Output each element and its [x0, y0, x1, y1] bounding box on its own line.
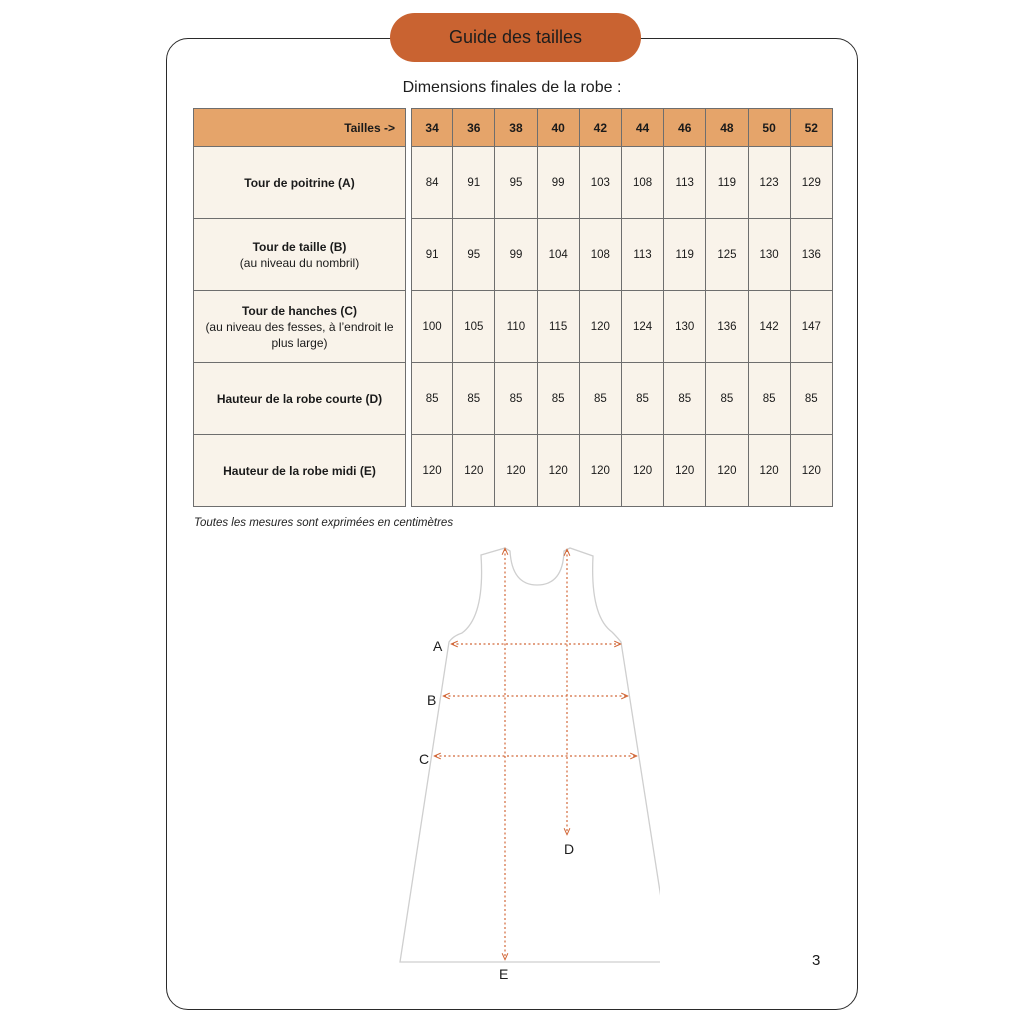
row-label-hanches	[193, 291, 406, 363]
size-header-cell: 44	[622, 108, 664, 147]
table-cell: 85	[749, 363, 791, 435]
table-cell: 85	[622, 363, 664, 435]
size-table-body	[411, 147, 833, 507]
size-header-cell: 52	[791, 108, 833, 147]
table-cell: 110	[495, 291, 537, 363]
table-cell: 120	[791, 435, 833, 507]
table-cell: 85	[411, 363, 453, 435]
table-cell: 125	[706, 219, 748, 291]
size-header-cell: 34	[411, 108, 453, 147]
table-cell: 120	[453, 435, 495, 507]
table-row	[411, 219, 833, 291]
table-cell: 129	[791, 147, 833, 219]
table-cell: 115	[538, 291, 580, 363]
size-header-cell: 36	[453, 108, 495, 147]
table-subtitle: Dimensions finales de la robe :	[402, 79, 622, 96]
table-cell: 124	[622, 291, 664, 363]
table-cell: 123	[749, 147, 791, 219]
table-cell: 100	[411, 291, 453, 363]
size-table-labels	[193, 108, 406, 507]
table-cell: 85	[706, 363, 748, 435]
table-cell: 120	[580, 435, 622, 507]
dress-diagram	[380, 540, 660, 990]
size-header-row	[411, 108, 833, 147]
row-label-main: Tour de taille (B)	[252, 239, 347, 254]
table-cell: 104	[538, 219, 580, 291]
table-cell: 85	[580, 363, 622, 435]
row-label-main: Hauteur de la robe courte (D)	[216, 391, 383, 406]
table-cell: 95	[495, 147, 537, 219]
row-label-poitrine	[193, 147, 406, 219]
units-note: Toutes les mesures sont exprimées en centimètres	[194, 517, 454, 529]
page-number: 3	[812, 952, 821, 969]
row-label-main: Hauteur de la robe midi (E)	[223, 463, 376, 478]
measure-label-d: D	[564, 841, 575, 857]
row-label-robe-courte	[193, 363, 406, 435]
row-label-main: Tour de poitrine (A)	[244, 175, 355, 190]
row-label-main: Tour de hanches (C)	[241, 303, 358, 318]
page-title-text: Guide des tailles	[448, 27, 583, 47]
table-cell: 130	[664, 291, 706, 363]
table-row	[411, 363, 833, 435]
measure-label-b: B	[427, 692, 437, 708]
table-cell: 120	[580, 291, 622, 363]
table-cell: 84	[411, 147, 453, 219]
table-cell: 85	[495, 363, 537, 435]
measure-label-e: E	[499, 966, 509, 982]
table-cell: 85	[538, 363, 580, 435]
table-cell: 119	[706, 147, 748, 219]
table-cell: 120	[749, 435, 791, 507]
table-cell: 91	[453, 147, 495, 219]
table-cell: 130	[749, 219, 791, 291]
table-cell: 120	[538, 435, 580, 507]
row-label-sub: (au niveau du nombril)	[239, 255, 360, 270]
table-cell: 113	[622, 219, 664, 291]
size-header-cell: 38	[495, 108, 537, 147]
table-cell: 85	[791, 363, 833, 435]
table-cell: 136	[791, 219, 833, 291]
dress-outline	[400, 548, 660, 962]
measure-label-a: A	[433, 638, 443, 654]
table-cell: 103	[580, 147, 622, 219]
table-row	[411, 291, 833, 363]
row-label-taille	[193, 219, 406, 291]
page-title	[390, 13, 641, 62]
table-cell: 113	[664, 147, 706, 219]
size-header-cell: 42	[580, 108, 622, 147]
table-row	[411, 147, 833, 219]
table-cell: 85	[664, 363, 706, 435]
table-cell: 91	[411, 219, 453, 291]
table-cell: 95	[453, 219, 495, 291]
table-cell: 120	[622, 435, 664, 507]
table-cell: 119	[664, 219, 706, 291]
size-header-cell: 48	[706, 108, 748, 147]
table-cell: 105	[453, 291, 495, 363]
table-row	[411, 435, 833, 507]
table-cell: 99	[495, 219, 537, 291]
table-cell: 120	[664, 435, 706, 507]
row-label-robe-midi	[193, 435, 406, 507]
table-cell: 142	[749, 291, 791, 363]
table-cell: 99	[538, 147, 580, 219]
table-cell: 136	[706, 291, 748, 363]
table-cell: 120	[411, 435, 453, 507]
row-label-sub: (au niveau des fesses, à l’endroit le plus large)	[205, 319, 394, 350]
size-header-label: Tailles ->	[193, 108, 406, 147]
table-cell: 120	[495, 435, 537, 507]
table-cell: 120	[706, 435, 748, 507]
size-header-cell: 40	[538, 108, 580, 147]
table-cell: 147	[791, 291, 833, 363]
measure-label-c: C	[419, 751, 430, 767]
table-cell: 108	[580, 219, 622, 291]
table-cell: 85	[453, 363, 495, 435]
size-header-cell: 50	[749, 108, 791, 147]
size-table-values	[411, 108, 833, 507]
size-header-cell: 46	[664, 108, 706, 147]
table-cell: 108	[622, 147, 664, 219]
